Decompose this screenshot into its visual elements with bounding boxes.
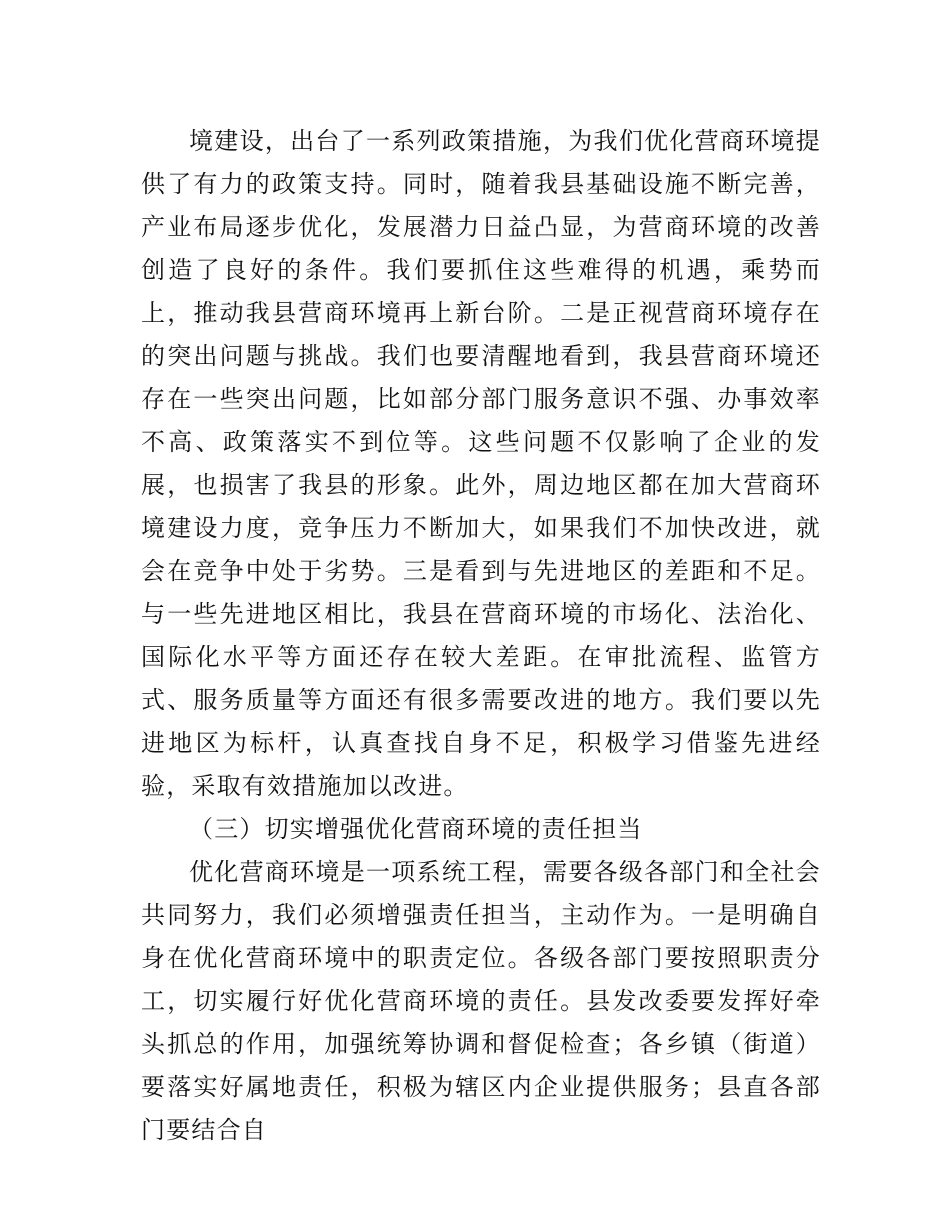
body-paragraph-2: 优化营商环境是一项系统工程，需要各级各部门和全社会共同努力，我们必须增强责任担当，主动作为。一是明确自身在优化营商环境中的职责定位。各级各部门要按照职责分工，切实履行好优化营商环境的责任。县发改委要发挥好牵头抓总的作用，加强统筹协调和督促检查；各乡镇（街道）要落实好属地责任，积极为辖区内企业提供服务；县直各部门要结合自	[141, 858, 821, 1144]
body-paragraph-1: 境建设，出台了一系列政策措施，为我们优化营商环境提供了有力的政策支持。同时，随着我县基础设施不断完善，产业布局逐步优化，发展潜力日益凸显，为营商环境的改善创造了良好的条件。我们要抓住这些难得的机遇，乘势而上，推动我县营商环境再上新台阶。二是正视营商环境存在的突出问题与挑战。我们也要清醒地看到，我县营商环境还存在一些突出问题，比如部分部门服务意识不强、办事效率不高、政策落实不到位等。这些问题不仅影响了企业的发展，也损害了我县的形象。此外，周边地区都在加大营商环境建设力度，竞争压力不断加大，如果我们不加快改进，就会在竞争中处于劣势。三是看到与先进地区的差距和不足。与一些先进地区相比，我县在营商环境的市场化、法治化、国际化水平等方面还存在较大差距。在审批流程、监管方式、服务质量等方面还有很多需要改进的地方。我们要以先进地区为标杆，认真查找自身不足，积极学习借鉴先进经验，采取有效措施加以改进。	[141, 127, 821, 800]
section-heading: （三）切实增强优化营商环境的责任担当	[189, 815, 643, 843]
document-body	[141, 120, 821, 1152]
